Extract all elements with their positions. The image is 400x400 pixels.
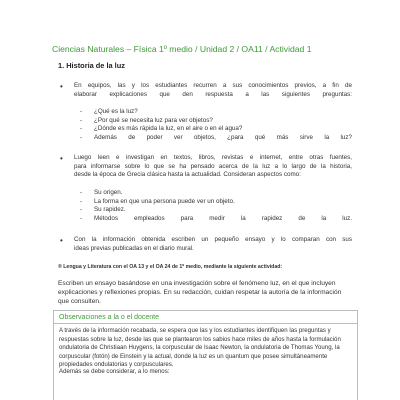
list-item: - ¿Por qué se necesita luz para ver objetos? bbox=[80, 116, 213, 124]
bullet-3-line: Con la información obtenida escriben un pequeño ensayo y lo comparan con sus bbox=[74, 236, 352, 243]
list-item: - Su origen. bbox=[80, 189, 123, 196]
list-item: - La forma en que una persona puede ver un objeto. bbox=[80, 197, 235, 205]
bullet-2-line: para informarse sobre lo que se ha pensado acerca de la luz a lo largo de la historia, bbox=[74, 162, 352, 170]
list-item: - Métodos empleados para medir la rapidez de la luz. bbox=[80, 214, 352, 222]
list-item: - Además de poder ver objetos, ¿para qué más sirve la luz? bbox=[80, 133, 352, 141]
list-item: - Su rapidez. bbox=[80, 206, 126, 214]
list-item: - ¿Qué es la luz? bbox=[80, 108, 138, 115]
bullet-2-line: Luego leen e investigan en textos, libros, revistas e internet, entre otras fuentes, bbox=[74, 154, 352, 161]
divider bbox=[54, 323, 357, 324]
page-header: Ciencias Naturales – Física 1º medio / Unidad 2 / OA11 / Actividad 1 bbox=[52, 44, 312, 54]
observations-text: A través de la información recabada, se espera que las y los estudiantes identifiquen las preguntas y respuestas sobre la luz, desde las que se plantearon los sabios hace miles de años hasta la formulación ondulatoria de Christiaan Huygens, la corpuscular de Isaac Newton, la ondulatoria de Thomas Young, la corpuscular (fotón) de Einstein y la actual, donde la luz es un quantum que posee simultáneamente propiedades ondulatorias y corpusculares. bbox=[59, 327, 341, 369]
bullet-icon: • bbox=[60, 154, 63, 163]
list-item: - ¿Dónde es más rápida la luz, en el aire o en el agua? bbox=[80, 125, 243, 133]
bullet-1-paragraph bbox=[74, 82, 352, 99]
bullet-icon: • bbox=[60, 82, 63, 91]
bullet-1-line: elaborar explicaciones que den respuesta a las siguientes preguntas: bbox=[74, 90, 352, 98]
bullet-2-list bbox=[80, 189, 352, 223]
cross-subject-note: ® Lengua y Literatura con el OA 13 y el OA 24 de 1º medio, mediante la siguiente actividad: bbox=[58, 264, 283, 270]
bullet-3-paragraph bbox=[74, 236, 352, 253]
bullet-1-list bbox=[80, 108, 352, 142]
bullet-1-line: En equipos, las y los estudiantes recurren a sus conocimientos previos, a fin de bbox=[74, 82, 352, 89]
essay-task: Escriben un ensayo basándose en una investigación sobre el fenómeno luz, en el que incluyen explicaciones y reflexiones propias. En su redacción, cuidan respetar la autoría de la información que consulten. bbox=[58, 280, 342, 305]
section-title: 1. Historia de la luz bbox=[58, 61, 125, 70]
bullet-3-line: ideas previas publicadas en el diario mural. bbox=[74, 244, 194, 252]
bullet-2-paragraph bbox=[74, 154, 352, 180]
bullet-2-line: desde la época de Grecia clásica hasta la actualidad. Consideran aspectos como: bbox=[74, 171, 301, 179]
observations-title: Observaciones a la o el docente bbox=[59, 314, 160, 321]
bullet-icon: • bbox=[60, 236, 63, 245]
observations-text-2: Además se debe considerar, a lo menos: bbox=[59, 368, 170, 375]
teacher-observations-box bbox=[53, 310, 358, 400]
